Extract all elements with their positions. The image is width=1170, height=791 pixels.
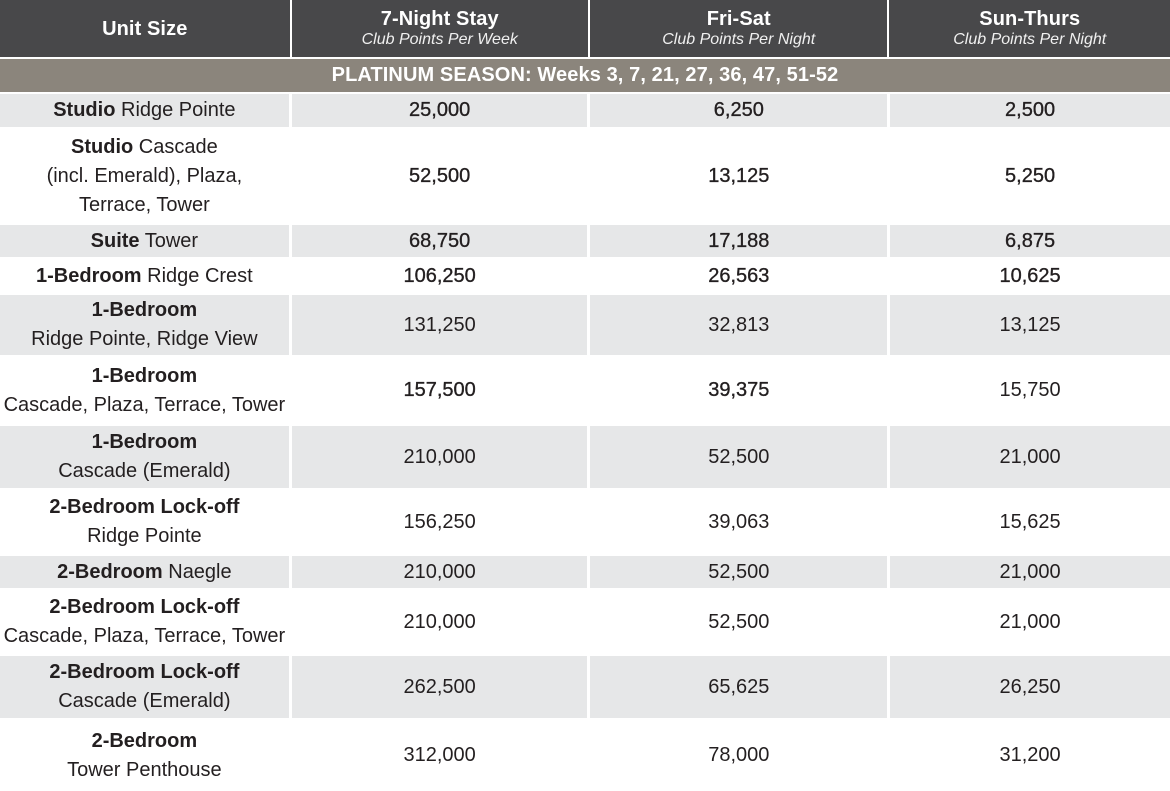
- unit-size-cell: [0, 556, 289, 588]
- unit-size-cell: [0, 225, 289, 257]
- unit-size-cell: [0, 490, 289, 554]
- fri-sat-points: 17,188: [590, 225, 887, 257]
- unit-location: Tower Penthouse: [67, 758, 222, 781]
- unit-type: Studio: [71, 135, 134, 158]
- unit-location: Cascade (Emerald): [58, 690, 231, 712]
- unit-location: Ridge Pointe: [87, 525, 202, 547]
- week-points: 312,000: [292, 720, 588, 791]
- table-row: [0, 718, 1170, 791]
- unit-type: 2-Bedroom: [57, 560, 163, 583]
- sun-thurs-points: 15,750: [890, 357, 1170, 424]
- table-row: [0, 355, 1170, 424]
- sun-thurs-points: 6,875: [890, 225, 1170, 257]
- header-title: 7-Night Stay: [380, 8, 499, 30]
- week-points: 157,500: [292, 357, 588, 424]
- unit-location: Cascade: [133, 135, 218, 158]
- header-title: Sun-Thurs: [979, 8, 1081, 30]
- unit-type: Studio: [53, 99, 116, 121]
- table-row: [0, 92, 1170, 127]
- unit-size-cell: [0, 426, 289, 488]
- fri-sat-points: 39,063: [590, 490, 887, 554]
- week-points: 156,250: [292, 490, 588, 554]
- unit-location: Cascade, Plaza, Terrace, Tower: [3, 625, 286, 647]
- unit-location: Tower: [139, 229, 199, 252]
- header-fri-sat: [590, 0, 887, 57]
- table-row: [0, 588, 1170, 654]
- fri-sat-points: 26,563: [590, 259, 887, 293]
- unit-type: Suite: [90, 229, 140, 252]
- week-points: 68,750: [292, 225, 588, 257]
- unit-location-line2: (incl. Emerald), Plaza,: [46, 164, 243, 187]
- header-subtitle: Club Points Per Night: [953, 31, 1107, 48]
- header-subtitle: Club Points Per Week: [361, 31, 518, 48]
- unit-location: Ridge Pointe: [115, 99, 236, 121]
- unit-type: 2-Bedroom Lock-off: [49, 661, 240, 683]
- week-points: 262,500: [292, 656, 588, 718]
- sun-thurs-points: 5,250: [890, 129, 1170, 223]
- unit-location: Ridge Pointe, Ridge View: [31, 328, 258, 350]
- header-title: Unit Size: [102, 17, 188, 40]
- unit-location: Cascade (Emerald): [58, 460, 231, 482]
- week-points: 106,250: [292, 259, 588, 293]
- header-title: Fri-Sat: [706, 8, 771, 30]
- fri-sat-points: 52,500: [590, 590, 887, 654]
- table-row: [0, 223, 1170, 257]
- unit-type: 2-Bedroom Lock-off: [49, 496, 240, 518]
- unit-type: 1-Bedroom: [91, 299, 198, 321]
- table-row: [0, 127, 1170, 223]
- unit-size-cell: [0, 656, 289, 718]
- table-header: [0, 0, 1170, 57]
- unit-size-cell: [0, 720, 289, 791]
- unit-type: 1-Bedroom: [91, 364, 198, 387]
- unit-type: 2-Bedroom: [91, 729, 198, 752]
- sun-thurs-points: 21,000: [890, 556, 1170, 588]
- sun-thurs-points: 26,250: [890, 656, 1170, 718]
- sun-thurs-points: 21,000: [890, 426, 1170, 488]
- fri-sat-points: 13,125: [590, 129, 887, 223]
- sun-thurs-points: 31,200: [890, 720, 1170, 791]
- fri-sat-points: 65,625: [590, 656, 887, 718]
- unit-size-cell: [0, 129, 289, 223]
- fri-sat-points: 52,500: [590, 556, 887, 588]
- sun-thurs-points: 2,500: [890, 94, 1170, 127]
- unit-location-line3: Terrace, Tower: [78, 193, 210, 216]
- unit-size-cell: [0, 357, 289, 424]
- season-band: PLATINUM SEASON: Weeks 3, 7, 21, 27, 36, 47, 51-52: [0, 59, 1170, 92]
- unit-size-cell: [0, 590, 289, 654]
- sun-thurs-points: 21,000: [890, 590, 1170, 654]
- fri-sat-points: 39,375: [590, 357, 887, 424]
- week-points: 210,000: [292, 426, 588, 488]
- fri-sat-points: 32,813: [590, 295, 887, 355]
- table-row: [0, 293, 1170, 355]
- week-points: 25,000: [292, 94, 588, 127]
- header-subtitle: Club Points Per Night: [662, 31, 816, 48]
- week-points: 210,000: [292, 556, 588, 588]
- sun-thurs-points: 10,625: [890, 259, 1170, 293]
- unit-size-cell: [0, 259, 289, 293]
- fri-sat-points: 6,250: [590, 94, 887, 127]
- week-points: 52,500: [292, 129, 588, 223]
- header-7-night-stay: [292, 0, 588, 57]
- unit-type: 2-Bedroom Lock-off: [49, 596, 240, 618]
- unit-location: Ridge Crest: [141, 264, 253, 287]
- unit-size-cell: [0, 94, 289, 127]
- unit-type: 1-Bedroom: [91, 431, 198, 453]
- table-row: [0, 257, 1170, 293]
- table-row: [0, 424, 1170, 488]
- sun-thurs-points: 13,125: [890, 295, 1170, 355]
- sun-thurs-points: 15,625: [890, 490, 1170, 554]
- table-row: [0, 554, 1170, 588]
- unit-size-cell: [0, 295, 289, 355]
- fri-sat-points: 78,000: [590, 720, 887, 791]
- unit-location: Naegle: [162, 560, 232, 583]
- week-points: 210,000: [292, 590, 588, 654]
- table-row: [0, 488, 1170, 554]
- header-sun-thurs: [889, 0, 1170, 57]
- table-row: [0, 654, 1170, 718]
- unit-type: 1-Bedroom: [36, 264, 142, 287]
- fri-sat-points: 52,500: [590, 426, 887, 488]
- header-unit-size: [0, 0, 290, 57]
- week-points: 131,250: [292, 295, 588, 355]
- unit-location: Cascade, Plaza, Terrace, Tower: [3, 393, 286, 416]
